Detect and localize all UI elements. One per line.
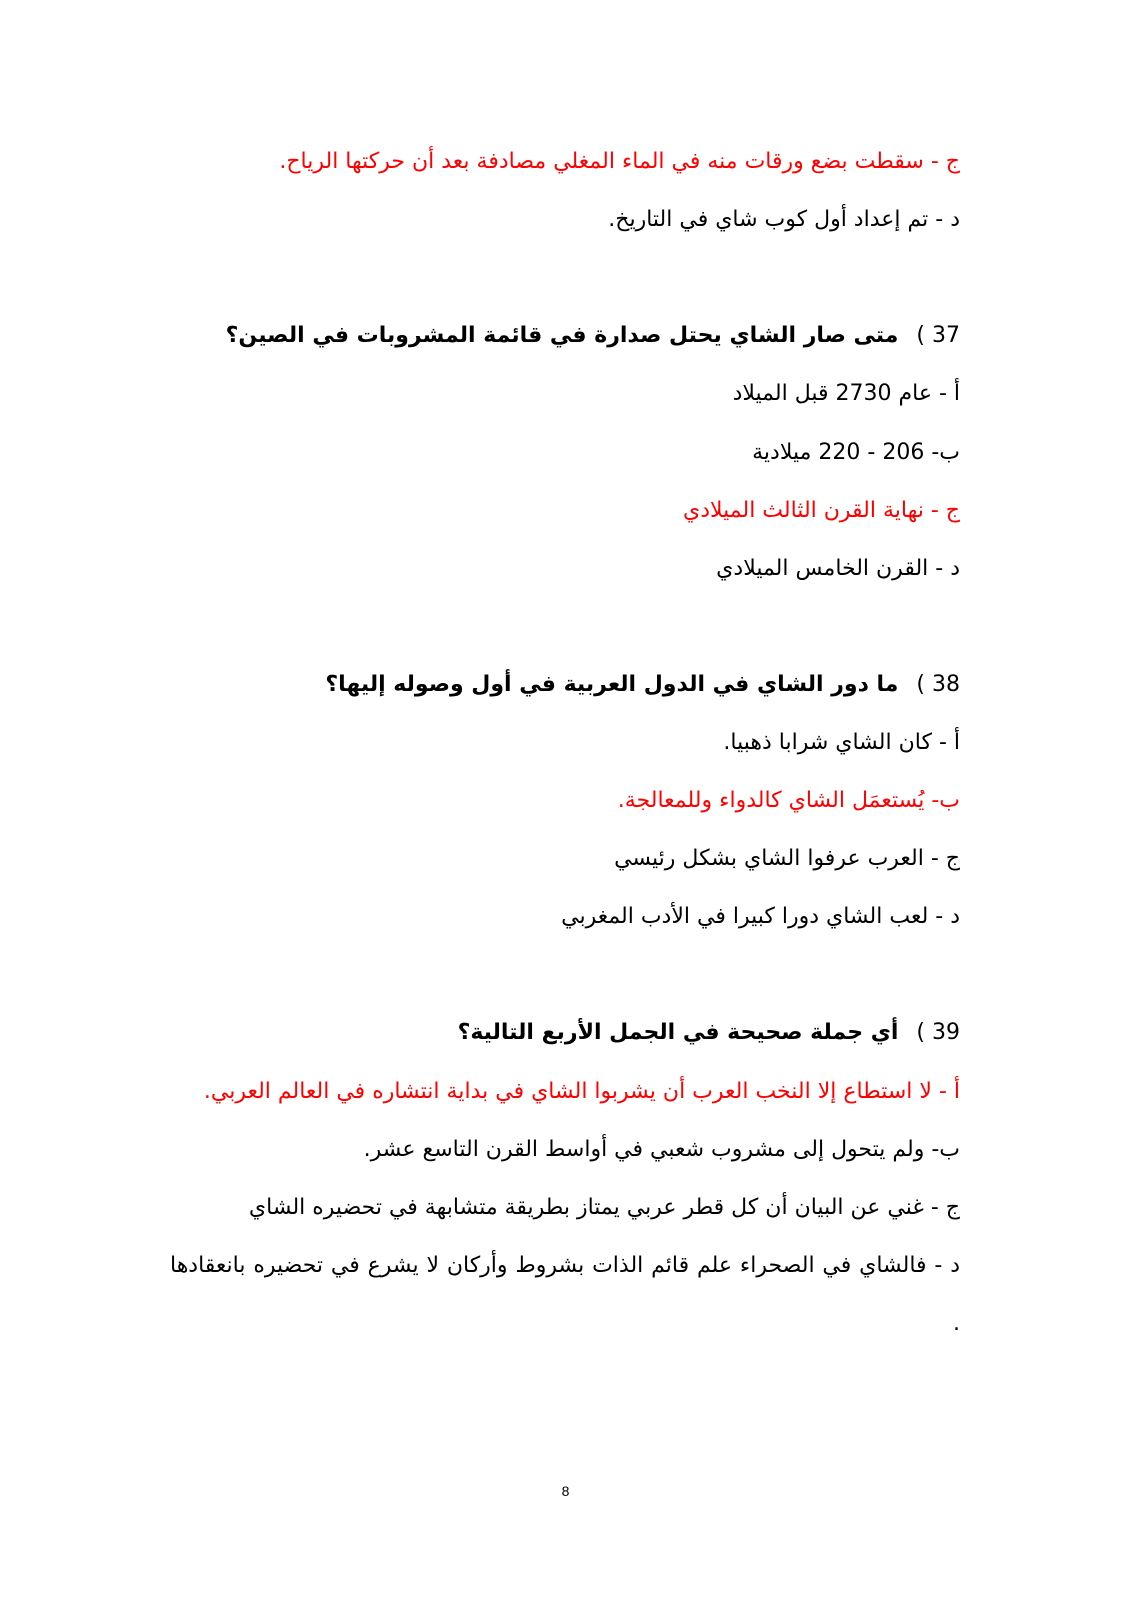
q38-option-d: د - لعب الشاي دورا كبيرا في الأدب المغربي bbox=[561, 904, 960, 929]
question-text: أي جملة صحيحة في الجمل الأربع التالية؟ bbox=[457, 1020, 899, 1045]
question-text: متى صار الشاي يحتل صدارة في قائمة المشروبات في الصين؟ bbox=[225, 323, 899, 348]
q39-option-c: ج - غني عن البيان أن كل قطر عربي يمتاز بطريقة متشابهة في تحضيره الشاي bbox=[248, 1195, 960, 1220]
q39-option-a-correct: أ - لا استطاع إلا النخب العرب أن يشربوا الشاي في بداية انتشاره في العالم العربي. bbox=[203, 1079, 960, 1104]
q37-option-d: د - القرن الخامس الميلادي bbox=[716, 556, 960, 581]
question-number: 38 ) bbox=[916, 672, 960, 697]
page-number: 8 bbox=[561, 1483, 570, 1499]
question-number: 37 ) bbox=[916, 323, 960, 348]
q39-option-b: ب- ولم يتحول إلى مشروب شعبي في أواسط القرن التاسع عشر. bbox=[363, 1137, 960, 1162]
q39-option-d: د - فالشاي في الصحراء علم قائم الذات بشروط وأركان لا يشرع في تحضيره بانعقادها . bbox=[170, 1253, 960, 1336]
q37-option-c-correct: ج - نهاية القرن الثالث الميلادي bbox=[682, 498, 960, 523]
question-39 bbox=[458, 1017, 960, 1049]
question-number: 39 ) bbox=[916, 1020, 960, 1045]
question-38 bbox=[325, 669, 960, 701]
q38-option-b-correct: ب- يُستعمَل الشاي كالدواء وللمعالجة. bbox=[617, 788, 960, 813]
q37-option-a: أ - عام 2730 قبل الميلاد bbox=[732, 381, 960, 406]
q37-option-b: ب- 206 - 220 ميلادية bbox=[752, 440, 960, 465]
question-text: ما دور الشاي في الدول العربية في أول وصوله إليها؟ bbox=[325, 672, 899, 697]
question-37 bbox=[226, 320, 960, 352]
q38-option-a: أ - كان الشاي شرابا ذهبيا. bbox=[723, 730, 960, 755]
previous-option-d: د - تم إعداد أول كوب شاي في التاريخ. bbox=[608, 207, 960, 232]
q38-option-c: ج - العرب عرفوا الشاي بشكل رئيسي bbox=[614, 846, 960, 871]
previous-option-c-correct: ج - سقطت بضع ورقات منه في الماء المغلي مصادفة بعد أن حركتها الرياح. bbox=[279, 149, 960, 174]
